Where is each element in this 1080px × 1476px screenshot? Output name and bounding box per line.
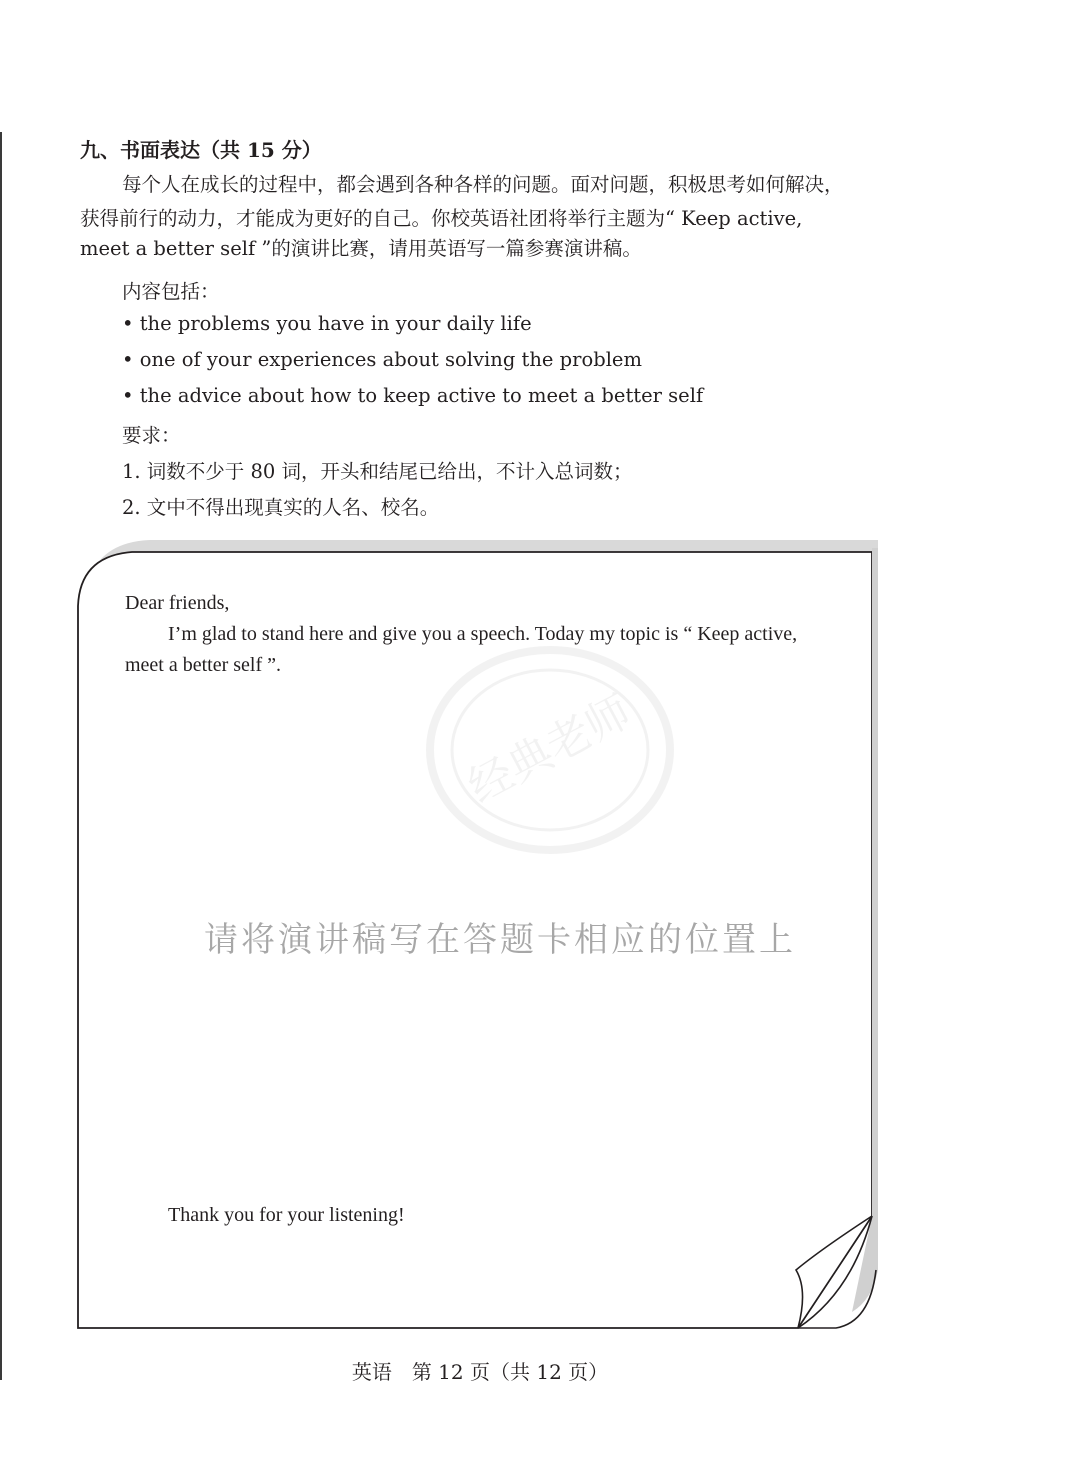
prompt-line: 每个人在成长的过程中，都会遇到各种各样的问题。面对问题，积极思考如何解决， — [122, 173, 844, 196]
letter-greeting: Dear friends, — [125, 592, 230, 614]
section-title: 九、书面表达（共 15 分） — [80, 138, 322, 162]
letter-closing: Thank you for your listening! — [168, 1204, 405, 1226]
content-label: 内容包括： — [122, 280, 220, 303]
letter-opening-continued: meet a better self ”. — [125, 654, 282, 676]
content-item: • the problems you have in your daily life — [122, 312, 532, 335]
page-footer: 英语 第 12 页（共 12 页） — [351, 1360, 609, 1384]
content-item: • one of your experiences about solving the problem — [122, 348, 642, 371]
prompt-line: meet a better self ”的演讲比赛，请用英语写一篇参赛演讲稿。 — [80, 237, 642, 260]
requirements-label: 要求： — [122, 424, 181, 447]
watermark-text: 经典老师 — [460, 685, 640, 814]
requirement-item: 1. 词数不少于 80 词，开头和结尾已给出，不计入总词数； — [122, 460, 633, 483]
answer-card-notice: 请将演讲稿写在答题卡相应的位置上 — [204, 920, 796, 960]
letter-opening: I’m glad to stand here and give you a speech. Today my topic is “ Keep active, — [168, 623, 798, 645]
requirement-item: 2. 文中不得出现真实的人名、校名。 — [122, 496, 440, 519]
prompt-line: 获得前行的动力，才能成为更好的自己。你校英语社团将举行主题为“ Keep active, — [80, 207, 803, 230]
watermark-stamp — [420, 640, 680, 860]
content-item: • the advice about how to keep active to meet a better self — [122, 384, 704, 407]
